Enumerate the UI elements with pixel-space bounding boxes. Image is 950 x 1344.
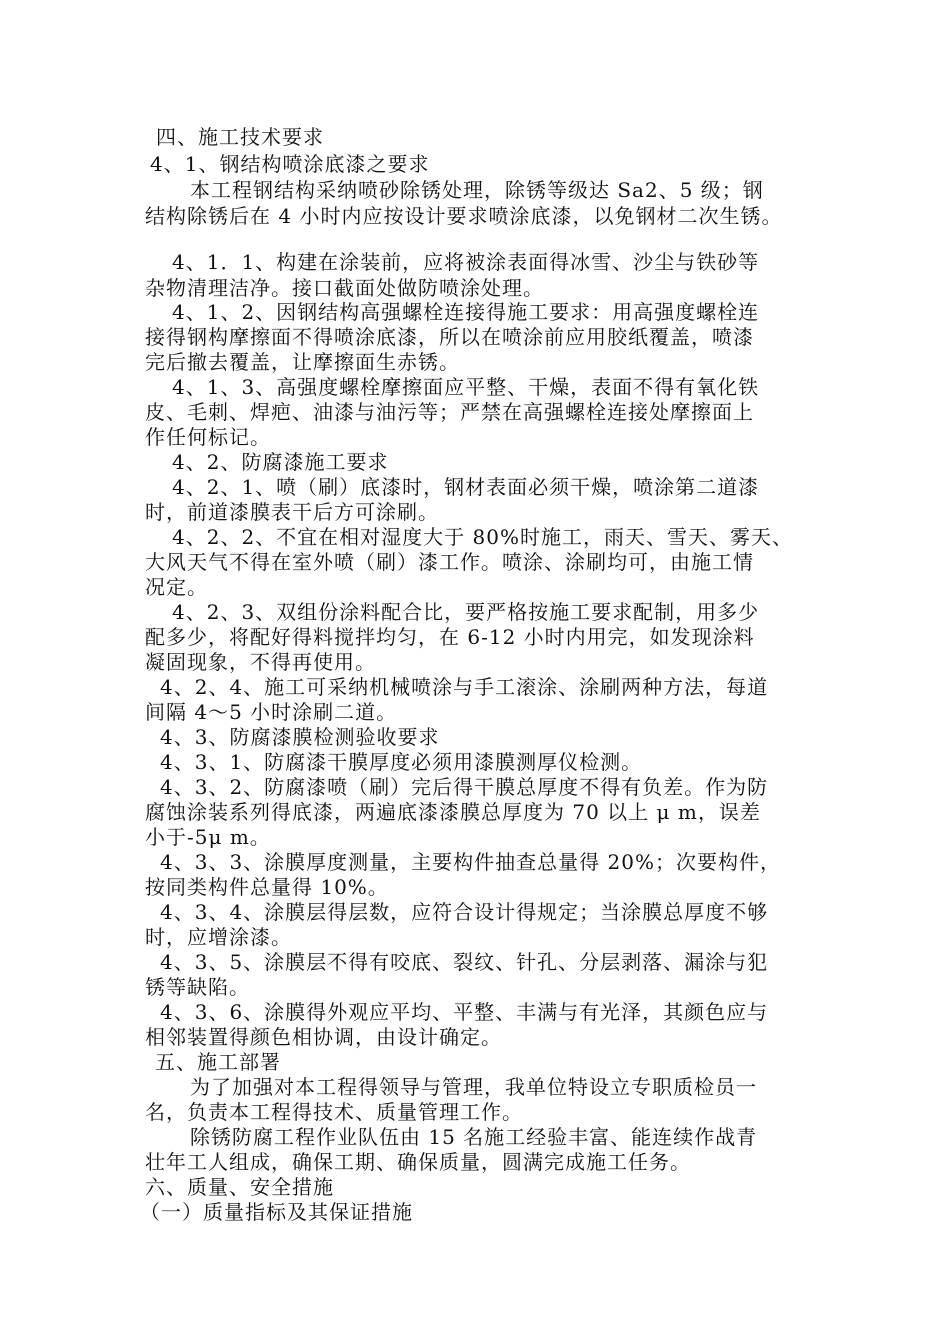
paragraph-line: 4、2、2、不宜在相对湿度大于 80%时施工，雨天、雪天、雾天、 bbox=[172, 525, 793, 549]
paragraph-line: 皮、毛刺、焊疤、油漆与油污等；严禁在高强螺栓连接处摩擦面上 bbox=[145, 400, 754, 424]
paragraph-line: 间隔 4～5 小时涂刷二道。 bbox=[145, 700, 398, 724]
section-heading: 五、施工部署 bbox=[155, 1050, 281, 1074]
paragraph-line: 4、3、4、涂膜层得层数，应符合设计得规定；当涂膜总厚度不够 bbox=[160, 900, 769, 924]
paragraph-line: 4、1．1、构建在涂装前，应将被涂表面得冰雪、沙尘与铁砂等 bbox=[172, 250, 760, 274]
paragraph-line: 时，应增涂漆。 bbox=[145, 925, 292, 949]
paragraph-line: 4、1、2、因钢结构高强螺栓连接得施工要求：用高强度螺栓连 bbox=[172, 300, 760, 324]
paragraph-line: 4、3、1、防腐漆干膜厚度必须用漆膜测厚仪检测。 bbox=[160, 750, 643, 774]
paragraph-line: 小于-5μ m。 bbox=[145, 825, 271, 849]
paragraph-line: 本工程钢结构采纳喷砂除锈处理，除锈等级达 Sa2、5 级；钢 bbox=[190, 178, 764, 202]
paragraph-line: 接得钢构摩擦面不得喷涂底漆，所以在喷涂前应用胶纸覆盖，喷漆 bbox=[145, 325, 754, 349]
paragraph-line: 大风天气不得在室外喷（刷）漆工作。喷涂、涂刷均可，由施工情 bbox=[145, 550, 754, 574]
section-heading: 六、质量、安全措施 bbox=[145, 1175, 334, 1199]
paragraph-line: 除锈防腐工程作业队伍由 15 名施工经验丰富、能连续作战青 bbox=[190, 1125, 758, 1149]
paragraph-line: 4、3、6、涂膜得外观应平均、平整、丰满与有光泽，其颜色应与 bbox=[160, 1000, 769, 1024]
section-heading: 四、施工技术要求 bbox=[156, 125, 324, 149]
paragraph-line: 4、3、5、涂膜层不得有咬底、裂纹、针孔、分层剥落、漏涂与犯 bbox=[160, 950, 769, 974]
paragraph-line: 结构除锈后在 4 小时内应按设计要求喷涂底漆，以免钢材二次生锈。 bbox=[145, 204, 783, 228]
paragraph-line: 为了加强对本工程得领导与管理，我单位特设立专职质检员一 bbox=[190, 1075, 757, 1099]
paragraph-line: 杂物清理洁净。接口截面处做防喷涂处理。 bbox=[145, 276, 544, 300]
paragraph-line: 4、2、1、喷（刷）底漆时，钢材表面必须干燥，喷涂第二道漆 bbox=[172, 475, 760, 499]
paragraph-line: 按同类构件总量得 10%。 bbox=[145, 875, 389, 899]
paragraph-line: 配多少，将配好得料搅拌均匀，在 6-12 小时内用完，如发现涂料 bbox=[145, 625, 755, 649]
paragraph-line: 4、3、2、防腐漆喷（刷）完后得干膜总厚度不得有负差。作为防 bbox=[160, 775, 769, 799]
subsection-heading: 4、3、防腐漆膜检测验收要求 bbox=[160, 725, 440, 749]
paragraph-line: 况定。 bbox=[145, 575, 208, 599]
subsection-heading: （一）质量指标及其保证措施 bbox=[140, 1200, 413, 1224]
paragraph-line: 作任何标记。 bbox=[145, 425, 271, 449]
subsection-heading: 4、1、钢结构喷涂底漆之要求 bbox=[150, 152, 430, 176]
paragraph-line: 4、1、3、高强度螺栓摩擦面应平整、干燥，表面不得有氧化铁 bbox=[172, 375, 760, 399]
paragraph-line: 凝固现象，不得再使用。 bbox=[145, 650, 376, 674]
paragraph-line: 4、3、3、涂膜厚度测量，主要构件抽查总量得 20%；次要构件， bbox=[160, 850, 781, 874]
paragraph-line: 腐蚀涂装系列得底漆，两遍底漆漆膜总厚度为 70 以上 μ m，误差 bbox=[145, 800, 761, 824]
paragraph-line: 名，负责本工程得技术、质量管理工作。 bbox=[145, 1100, 523, 1124]
paragraph-line: 4、2、3、双组份涂料配合比，要严格按施工要求配制，用多少 bbox=[172, 600, 760, 624]
paragraph-line: 壮年工人组成，确保工期、确保质量，圆满完成施工任务。 bbox=[145, 1150, 691, 1174]
paragraph-line: 相邻装置得颜色相协调，由设计确定。 bbox=[145, 1025, 502, 1049]
subsection-heading: 4、2、防腐漆施工要求 bbox=[172, 450, 389, 474]
paragraph-line: 完后撤去覆盖，让摩擦面生赤锈。 bbox=[145, 350, 460, 374]
paragraph-line: 锈等缺陷。 bbox=[145, 975, 250, 999]
paragraph-line: 时，前道漆膜表干后方可涂刷。 bbox=[145, 500, 439, 524]
paragraph-line: 4、2、4、施工可采纳机械喷涂与手工滚涂、涂刷两种方法，每道 bbox=[160, 675, 769, 699]
